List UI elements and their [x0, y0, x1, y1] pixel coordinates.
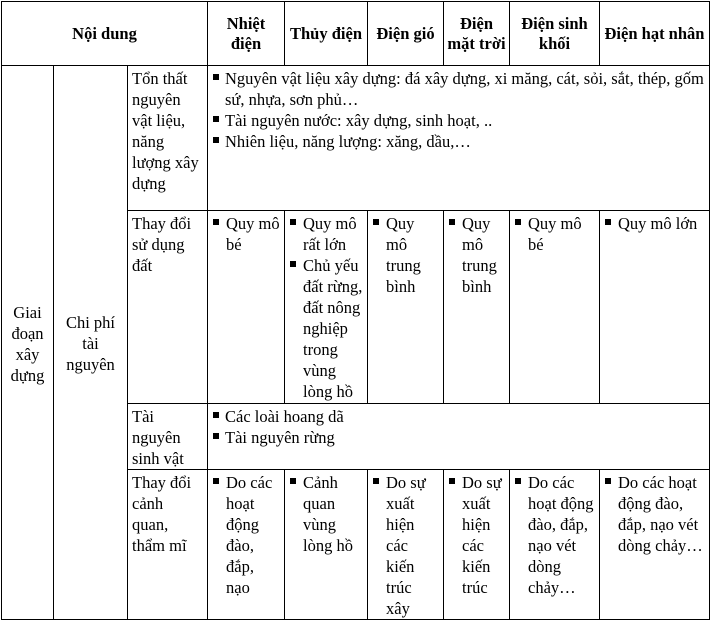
- row-material-loss: [2, 66, 710, 211]
- list-item: Quy mô trung bình: [448, 213, 505, 297]
- list-item: Các loài hoang dã: [212, 406, 705, 427]
- list-item: Nguyên vật liệu xây dựng: đá xây dựng, xi măng, cát, sỏi, sắt, thép, gốm sứ, nhựa, sơn phủ…: [212, 68, 705, 110]
- list-item: Do các hoạt động đào, đắp, nạo: [212, 472, 280, 598]
- list-item: Quy mô lớn: [604, 213, 705, 234]
- comparison-table: [1, 1, 710, 620]
- list-item: Do các hoạt động đào, đắp, nạo vét dòng chảy…: [604, 472, 705, 556]
- list-item: Do sự xuất hiện các kiến trúc: [448, 472, 505, 598]
- bullet-list: [212, 406, 705, 448]
- cost-category-cell: Chi phí tài nguyên: [54, 66, 128, 620]
- list-item: Tài nguyên nước: xây dựng, sinh hoạt, ..: [212, 110, 705, 131]
- header-solar: Điện mặt trời: [444, 2, 510, 66]
- cell-hydro: [285, 211, 368, 404]
- list-item: Do sự xuất hiện các kiến trúc xây: [372, 472, 439, 619]
- header-biomass: Điện sinh khối: [510, 2, 600, 66]
- header-hydro: Thủy điện: [285, 2, 368, 66]
- cell-solar: [444, 211, 510, 404]
- list-item: Cảnh quan vùng lòng hồ: [289, 472, 363, 556]
- row-content: [208, 404, 710, 470]
- cell-wind: [368, 470, 444, 620]
- cell-hydro: [285, 470, 368, 620]
- cell-wind: [368, 211, 444, 404]
- row-label: Thay đổi sử dụng đất: [128, 211, 208, 404]
- cell-solar: [444, 470, 510, 620]
- header-row: [2, 2, 710, 66]
- list-item: Quy mô bé: [212, 213, 280, 255]
- list-item: Quy mô bé: [514, 213, 595, 255]
- list-item: Do các hoạt động đào, đắp, nạo vét dòng chảy…: [514, 472, 595, 598]
- header-content: Nội dung: [2, 2, 208, 66]
- cell-nuclear: [600, 211, 710, 404]
- cell-biomass: [510, 211, 600, 404]
- row-content: [208, 66, 710, 211]
- bullet-list: [212, 68, 705, 152]
- header-thermal: Nhiệt điện: [208, 2, 285, 66]
- list-item: Quy mô rất lớn: [289, 213, 363, 255]
- list-item: Chủ yếu đất rừng, đất nông nghiệp trong vùng lòng hồ: [289, 255, 363, 402]
- row-label: Thay đổi cảnh quan, thẩm mĩ: [128, 470, 208, 620]
- header-wind: Điện gió: [368, 2, 444, 66]
- list-item: Quy mô trung bình: [372, 213, 439, 297]
- cell-nuclear: [600, 470, 710, 620]
- header-nuclear: Điện hạt nhân: [600, 2, 710, 66]
- row-label: Tổn thất nguyên vật liệu, năng lượng xây dựng: [128, 66, 208, 211]
- cell-thermal: [208, 211, 285, 404]
- phase-cell: Giai đoạn xây dựng: [2, 66, 54, 620]
- list-item: Tài nguyên rừng: [212, 427, 705, 448]
- cell-biomass: [510, 470, 600, 620]
- cell-thermal: [208, 470, 285, 620]
- list-item: Nhiên liệu, năng lượng: xăng, dầu,…: [212, 131, 705, 152]
- row-label: Tài nguyên sinh vật: [128, 404, 208, 470]
